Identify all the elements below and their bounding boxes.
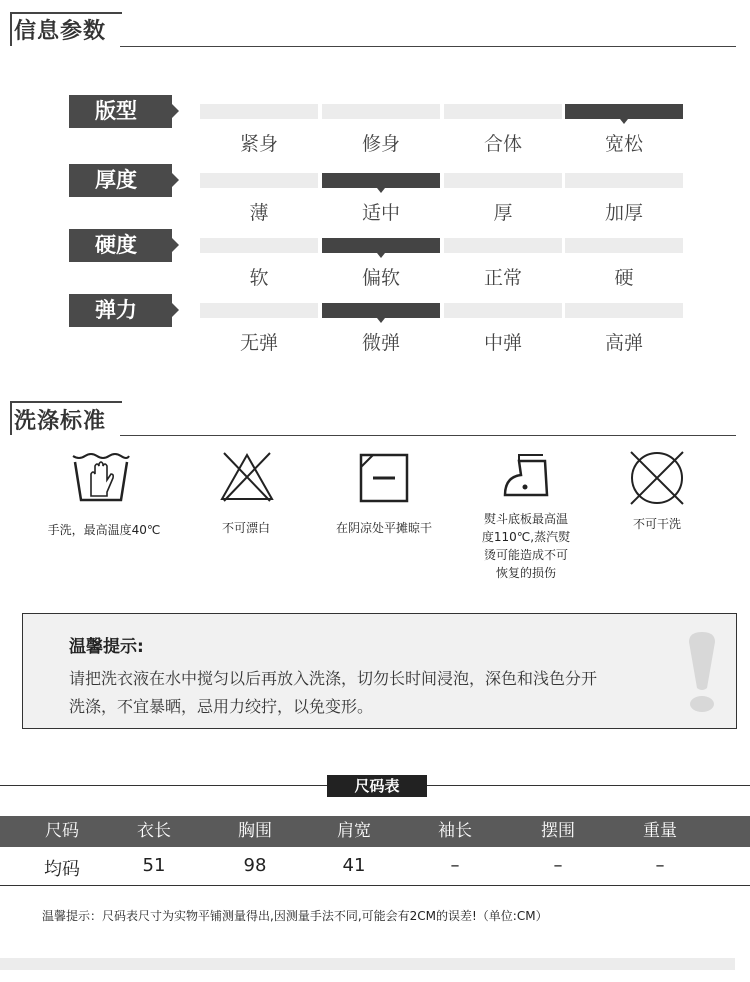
param-option-label: 软	[249, 267, 269, 289]
iron-icon	[499, 451, 555, 501]
size-table-title: 尺码表	[327, 775, 427, 797]
iron-label-line-4: 恢复的损伤	[495, 566, 556, 580]
hand-wash-label: 手洗，最高温度40℃	[47, 523, 161, 537]
param-segment-selected	[322, 238, 440, 253]
param-segment-selected	[322, 173, 440, 188]
param-label: 弹力	[69, 294, 172, 327]
param-label: 版型	[69, 95, 172, 128]
param-option-label: 无弹	[239, 332, 278, 354]
cell-size: 均码	[44, 859, 80, 880]
dry-flat-in-shade-icon	[359, 453, 409, 503]
cell-weight: –	[655, 855, 665, 876]
dry-flat-label: 在阴凉处平摊晾干	[335, 521, 432, 535]
iron-label-line-3: 烫可能造成不可	[483, 548, 568, 562]
param-label-arrow	[172, 303, 179, 317]
cell-shoulder: 41	[342, 855, 366, 876]
wash-section-rule	[120, 435, 736, 436]
tip-box	[22, 613, 737, 729]
param-label: 硬度	[69, 229, 172, 262]
param-segment	[200, 303, 318, 318]
param-label: 厚度	[69, 164, 172, 197]
param-option-label: 正常	[483, 267, 522, 289]
header-weight: 重量	[643, 821, 677, 841]
param-segment	[444, 303, 562, 318]
header-chest: 胸围	[238, 821, 272, 841]
param-option-label: 中弹	[483, 332, 522, 354]
tip-line-2: 洗涤，不宜暴晒，忌用力绞拧，以免变形。	[69, 697, 374, 716]
param-option-label: 修身	[361, 133, 400, 155]
header-size: 尺码	[45, 821, 79, 841]
iron-label	[466, 510, 586, 582]
no-dry-clean-icon	[627, 448, 687, 508]
param-option-label: 硬	[614, 267, 634, 289]
param-segment	[444, 173, 562, 188]
iron-label-line-1: 熨斗底板最高温	[483, 512, 568, 526]
header-shoulder: 肩宽	[337, 821, 371, 841]
param-segment	[322, 104, 440, 119]
param-option-label: 加厚	[604, 202, 643, 224]
tip-title: 温馨提示:	[69, 637, 144, 657]
param-segment	[200, 104, 318, 119]
param-option-label: 合体	[483, 133, 522, 155]
param-label-arrow	[172, 104, 179, 118]
iron-label-line-2: 度110℃,蒸汽熨	[481, 530, 571, 544]
cell-hem: –	[553, 855, 563, 876]
param-option-label: 适中	[361, 202, 400, 224]
param-segment	[565, 238, 683, 253]
param-option-label: 薄	[249, 202, 269, 224]
param-option-label: 高弹	[604, 332, 643, 354]
no-dry-clean-label: 不可干洗	[632, 517, 681, 531]
param-option-label: 厚	[493, 202, 513, 224]
param-label-arrow	[172, 173, 179, 187]
hand-wash-icon	[71, 452, 131, 506]
param-option-label: 微弹	[361, 332, 400, 354]
param-label-arrow	[172, 238, 179, 252]
no-bleach-label: 不可漂白	[221, 521, 270, 535]
cell-sleeve: –	[450, 855, 460, 876]
cell-length: 51	[142, 855, 166, 876]
header-length: 衣长	[137, 821, 171, 841]
param-segment	[565, 303, 683, 318]
tip-line-1: 请把洗衣液在水中搅匀以后再放入洗涤，切勿长时间浸泡，深色和浅色分开	[69, 669, 598, 688]
param-segment	[444, 238, 562, 253]
cell-chest: 98	[243, 855, 267, 876]
size-table-bottom-rule	[0, 885, 750, 886]
param-segment	[565, 173, 683, 188]
exclamation-icon	[685, 630, 719, 714]
size-note: 温馨提示：尺码表尺寸为实物平铺测量得出,因测量手法不同,可能会有2CM的误差!（单位:CM）	[42, 909, 548, 923]
info-section-title: 信息参数	[14, 19, 107, 44]
no-bleach-icon	[218, 451, 276, 503]
param-segment-selected	[322, 303, 440, 318]
param-segment	[200, 238, 318, 253]
footer-bar	[0, 958, 735, 970]
wash-section-title: 洗涤标准	[14, 409, 107, 434]
param-segment	[200, 173, 318, 188]
param-option-label: 偏软	[361, 267, 400, 289]
param-option-label: 宽松	[604, 133, 643, 155]
header-hem: 摆围	[541, 821, 575, 841]
param-segment	[444, 104, 562, 119]
param-option-label: 紧身	[239, 133, 278, 155]
header-sleeve: 袖长	[438, 821, 472, 841]
info-section-rule	[120, 46, 736, 47]
param-segment-selected	[565, 104, 683, 119]
